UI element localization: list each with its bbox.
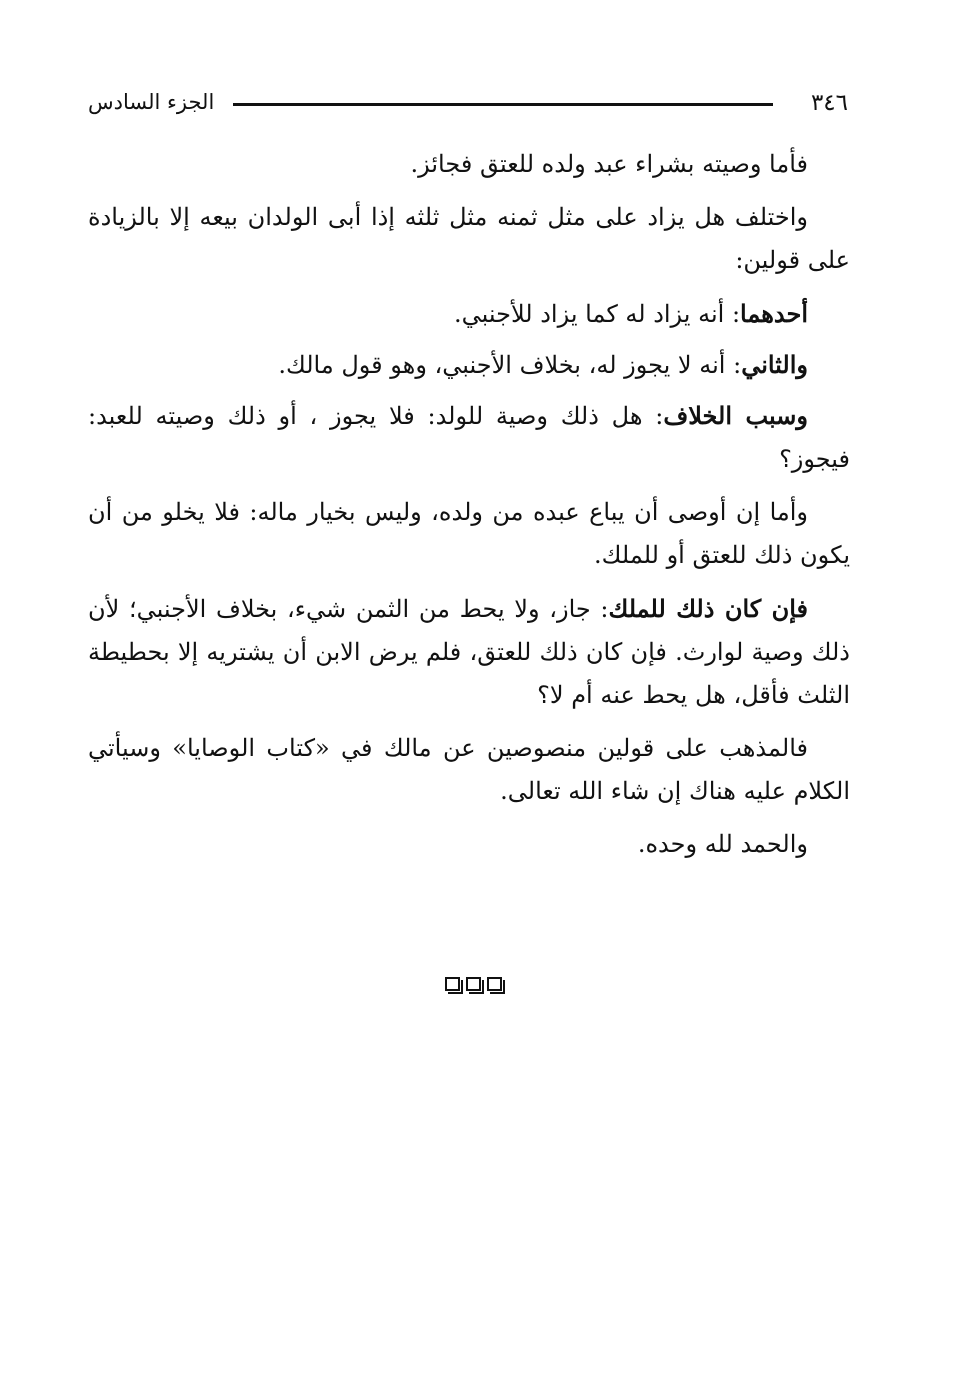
paragraph-second-opinion bbox=[88, 343, 850, 387]
madhhab-text: فالمذهب على قولين منصوصين عن مالك في «كتاب الوصايا» وسيأتي الكلام عليه هناك إن شاء الله تعالى. bbox=[88, 734, 850, 805]
paragraph-2-text: واختلف هل يزاد على مثل ثمنه مثل ثلثه إذا أبى الولدان بيعه إلا بالزيادة على قولين: bbox=[88, 203, 850, 274]
closing-text: والحمد لله وحده. bbox=[637, 830, 808, 858]
ornament-box-icon bbox=[487, 977, 502, 991]
cause-of-dispute-text: : هل ذلك وصية للولد: فلا يجوز ، أو ذلك وصيته للعبد: فيجوز؟ bbox=[88, 402, 850, 473]
first-opinion-text: : أنه يزاد له كما يزاد للأجنبي. bbox=[454, 300, 741, 328]
second-opinion-lead: والثاني bbox=[741, 350, 808, 379]
first-opinion-lead: أحدهما bbox=[740, 299, 808, 328]
paragraph-first-opinion bbox=[88, 292, 850, 336]
ownership-case-lead: فإن كان ذلك للملك bbox=[608, 594, 809, 623]
page-header bbox=[88, 88, 848, 120]
section-end-ornament-icon bbox=[440, 974, 506, 994]
paragraph-madhhab bbox=[88, 727, 850, 813]
header-rule bbox=[233, 103, 773, 106]
second-opinion-text: : أنه لا يجوز له، بخلاف الأجنبي، وهو قول مالك. bbox=[278, 351, 742, 379]
sale-bequest-text: وأما إن أوصى أن يباع عبده من ولده، وليس بخيار ماله: فلا يخلو من أن يكون ذلك للعتق أو للملك. bbox=[88, 498, 850, 569]
page-number: ٣٤٦ bbox=[810, 90, 848, 116]
paragraph-closing bbox=[88, 823, 850, 866]
paragraph-sale-bequest bbox=[88, 491, 850, 577]
paragraph-ownership-case bbox=[88, 587, 850, 717]
main-text bbox=[88, 143, 850, 873]
paragraph-2 bbox=[88, 196, 850, 282]
paragraph-1-text: فأما وصيته بشراء عبد ولده للعتق فجائز. bbox=[410, 150, 808, 178]
running-title: الجزء السادس bbox=[88, 90, 215, 114]
paragraph-1 bbox=[88, 143, 850, 186]
paragraph-cause-of-dispute bbox=[88, 394, 850, 481]
ornament-box-icon bbox=[466, 977, 481, 991]
cause-of-dispute-lead: وسبب الخلاف bbox=[663, 401, 808, 430]
ownership-case-text: : جاز، ولا يحط من الثمن شيء، بخلاف الأجنبي؛ لأن ذلك وصية لوارث. فإن كان ذلك للعتق، فلم يرض الابن أن يشتريه إلا بحطيطة الثلث فأقل، هل يحط عنه أم لا؟ bbox=[88, 595, 850, 709]
ornament-box-icon bbox=[445, 977, 460, 991]
